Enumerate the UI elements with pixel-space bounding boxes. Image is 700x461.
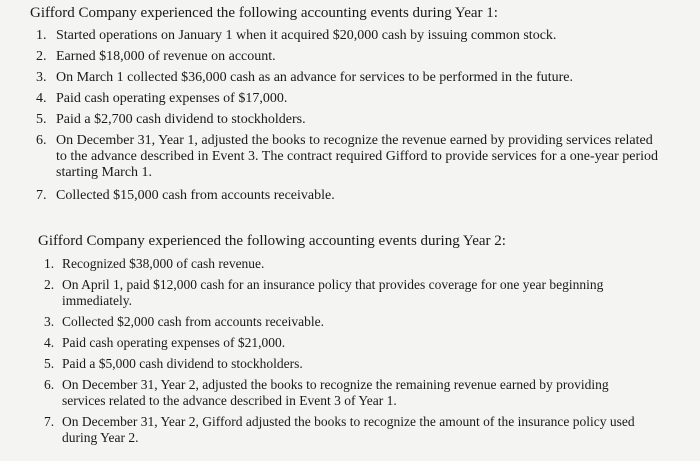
event-number: 7. [44,414,55,429]
event-number: 6. [36,133,47,148]
event-number: 4. [36,91,47,106]
event-text: Started operations on January 1 when it acquired $20,000 cash by issuing common stock. [56,28,557,43]
year2-event-list [0,256,700,446]
event-text: Collected $2,000 cash from accounts receivable. [62,314,325,329]
event-number: 5. [36,112,47,127]
event-number: 3. [36,70,47,85]
year1-event-2 [0,49,700,65]
event-number: 3. [44,314,55,329]
event-number: 5. [44,356,55,371]
event-number: 2. [44,277,55,292]
event-text: Earned $18,000 of revenue on account. [56,49,276,64]
event-text: Paid a $2,700 cash dividend to stockholders. [56,112,306,127]
year1-event-3 [0,70,700,86]
event-text: Recognized $38,000 of cash revenue. [62,256,265,271]
event-number: 1. [44,256,55,271]
year2-event-5 [0,356,700,372]
year2-intro: Gifford Company experienced the following accounting events during Year 2: [38,233,506,249]
event-number: 6. [44,377,55,392]
year1-event-5 [0,112,700,128]
year1-event-7 [0,188,700,204]
year2-event-6 [0,377,700,409]
event-number: 1. [36,28,47,43]
event-text: Collected $15,000 cash from accounts receivable. [56,188,335,203]
event-text: Paid a $5,000 cash dividend to stockholders. [62,356,303,371]
event-text: On April 1, paid $12,000 cash for an insurance policy that provides coverage for one year beginning immediately. [62,277,604,308]
year1-event-4 [0,91,700,107]
event-number: 2. [36,49,47,64]
event-text: Paid cash operating expenses of $21,000. [62,335,286,350]
event-text: Paid cash operating expenses of $17,000. [56,91,288,106]
year1-event-list [0,28,700,204]
year2-section [0,232,700,446]
year2-event-1 [0,256,700,272]
event-text: On December 31, Year 2, adjusted the books to recognize the remaining revenue earned by providing services related to the advance described in Event 3 of Year 1. [62,377,609,408]
event-text: On December 31, Year 2, Gifford adjusted the books to recognize the amount of the insurance policy used during Year 2. [62,414,635,445]
year2-event-3 [0,314,700,330]
event-text: On March 1 collected $36,000 cash as an advance for services to be performed in the future. [56,70,574,85]
year1-intro: Gifford Company experienced the following accounting events during Year 1: [30,5,498,21]
year2-event-2 [0,277,700,309]
year2-event-7 [0,414,700,446]
year1-event-1 [0,28,700,44]
year1-section [0,4,700,204]
event-text: On December 31, Year 1, adjusted the books to recognize the revenue earned by providing services related to the advance described in Event 3. The contract required Gifford to provide services for a one-year period starting March 1. [56,133,659,180]
year2-event-4 [0,335,700,351]
event-number: 7. [36,188,47,203]
event-number: 4. [44,335,55,350]
year1-event-6 [0,133,700,181]
